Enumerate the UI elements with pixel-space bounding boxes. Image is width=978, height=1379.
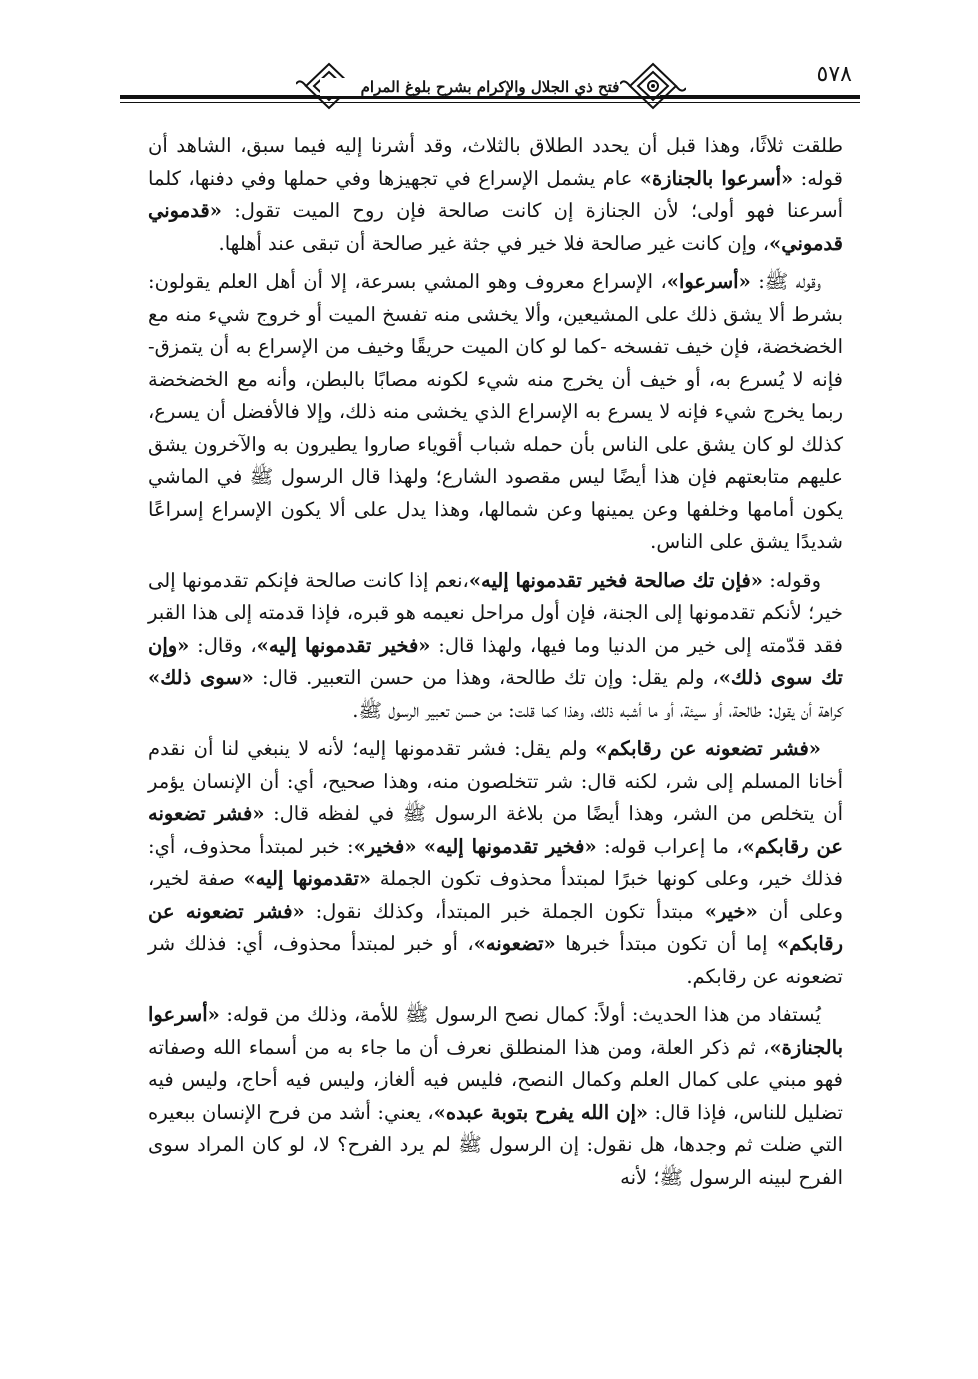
quoted-hadith-text: «وإن تك سوى ذلك» [148,633,843,689]
text-run: إما أن تكون مبتدأ خبرها [555,932,777,955]
quoted-hadith-text: «فشر تضعونه عن رقابكم» [595,737,821,760]
quoted-hadith-text: «تضعونه» [473,932,556,955]
paragraph [148,999,843,1194]
paragraph [148,565,843,728]
quoted-hadith-text: «فخير» [353,834,417,858]
text-run: يُستفاد من هذا الحديث: أولاً: كمال نصح الرسول ﷺ للأمة، وذلك من قوله: [219,1003,821,1026]
quoted-hadith-text: «فخير تقدمونها إليه» [423,834,597,858]
header-rule-thin [120,102,860,103]
body-text [148,130,843,1194]
running-title: فتح ذي الجلال والإكرام بشرح بلوغ المرام [320,78,660,96]
quoted-hadith-text: «فشر تضعونه عن رقابكم» [148,802,843,858]
text-run: ، الإسراع معروف وهو المشي بسرعة، إلا أن أهل العلم يقولون: بشرط ألا يشق ذلك على المشيعين، وألا يخشى منه تفسخ الميت أو خروج شيء منه مع الخضخضة، فإن خيف تفسخه -كما لو كان الميت حريقًا وخيف من الإسراع به أن يتمزق- فإنه لا يُسرع به، أو خيف أن يخرج منه شيء لكونه مصابًا بالبطن، وأنه مع الخضخضة ربما يخرج شيء فإنه لا يسرع به الإسراع الذي يخشى منه ذلك، وإلا فالأفضل أن يسرع، كذلك لو كان يشق على الناس بأن حمله شباب أقوياء صاروا يطيرون به والآخرون يشق عليهم متابعتهم فإن هذا أيضًا ليس مقصود الشارع؛ ولهذا قال الرسول ﷺ في الماشي يكون أمامها وخلفها وعن يمينها وعن شمالها، وهذا يدل على ألا يكون الإسراع إسراعًا شديدًا يشق على الناس. [148,270,843,553]
quoted-hadith-text: «أسرعوا بالجنازة» [148,1003,843,1059]
quoted-hadith-text: «خير» [704,899,758,923]
text-run: ولم يقل: فشر تقدمونها إليه؛ لأنه لا ينبغي لنا أن نقدم أخانا المسلم إلى شر، لكنه قال: شر تتخلصون منه، وهذا صحيح، أي: أن الإنسان يؤمر أن يتخلص من الشر، وهذا أيضًا من بلاغة الرسول ﷺ في لفظه قال: [148,737,843,825]
text-run: كراهة أن يقول: طالحة، أو سيئة، أو ما أشبه ذلك، وهذا كما قلت: من حسن تعبير الرسول ﷺ. [352,698,843,722]
page-number: ٥٧٨ [816,62,852,87]
text-run: ، وقال: [189,633,257,657]
running-header [120,58,860,118]
text-run: ، أو خبر لمبتدأ محذوف، أي: فذلك شر تضعونه عن رقابكم. [148,932,843,988]
paragraph [148,266,843,559]
text-run: ، ما إعراب قوله: [596,834,743,858]
text-run [417,835,424,858]
paragraph [148,130,843,260]
quoted-hadith-text: «فإن تك صالحة فخير تقدمونها إليه» [468,568,763,592]
text-run: ، وإن كانت غير صالحة فلا خير في جثة غير صالحة أن تبقى عند أهلها. [218,231,770,255]
quoted-hadith-text: «فخير تقدمونها إليه» [256,633,431,657]
quoted-hadith-text: «قدموني قدموني» [148,199,843,255]
quoted-hadith-text: «أسرعوا بالجنازة» [639,166,794,190]
text-run: ، ثم ذكر العلة، ومن هذا المنطلق نعرف أن ما جاء به من أسماء الله وصفاته فهو مبني على كمال العلم وكمال النصح، فليس فيه ألغاز، وليس فيه أحاج، وليس فيه تضليل للناس، فإذا قال: [148,1035,843,1124]
text-run: عام يشمل الإسراع في تجهيزها وفي حملها وفي دفنها، كلما أسرعنا فهو أولى؛ لأن الجنازة إن كانت صالحة فإن روح الميت تقول: [148,166,843,222]
quoted-hadith-text: «سوى ذلك» [148,666,254,689]
text-run: ،نعم إذا كانت صالحة فإنكم تقدمونها إلى خير؛ لأنكم تقدمونها إلى الجنة، فإن أول مراحل نعيمه هو قبره، فإذا قدمته إلى هذا القبر فقد قدّمته إلى خير من الدنيا وما فيها، ولهذا قال: [148,568,843,657]
quoted-hadith-text: «أسرعوا» [666,270,751,293]
text-run: صفة لخير، وعلى أن [148,867,843,923]
quoted-hadith-text: «تقدمونها إليه» [243,867,372,890]
quoted-hadith-text: «إن الله يفرح بتوبة عبده» [433,1100,649,1124]
text-run: ، ولم يقل: وإن تك طالحة، وهذا من حسن التعبير. قال: [253,666,719,689]
text-run: وقوله ﷺ: [750,270,822,293]
text-run: ، يعني: أشد من فرح الإنسان ببعيره التي ضلت ثم وجدها، هل نقول: إن الرسول ﷺ لم يرد الفرح؟ لا، لو كان المراد سوى الفرح لبينه الرسول ﷺ؛ لأنه [148,1100,843,1189]
text-run: مبتدأ تكون الجملة خبر المبتدأ، وكذلك نقول: [304,899,705,923]
text-run: : خبر لمبتدأ محذوف، أي: فذلك خير، وعلى كونها خبرًا لمبتدأ محذوف تكون الجملة [148,834,843,890]
ornament-right-icon [620,58,686,114]
quoted-hadith-text: «فشر تضعونه عن رقابكم» [148,899,843,955]
paragraph [148,733,843,993]
text-run: طلقت ثلاثًا، وهذا قبل أن يحدد الطلاق بالثلاث، وقد أشرنا إليه فيما سبق، الشاهد أن قوله: [148,134,843,190]
text-run: وقوله: [762,568,821,592]
